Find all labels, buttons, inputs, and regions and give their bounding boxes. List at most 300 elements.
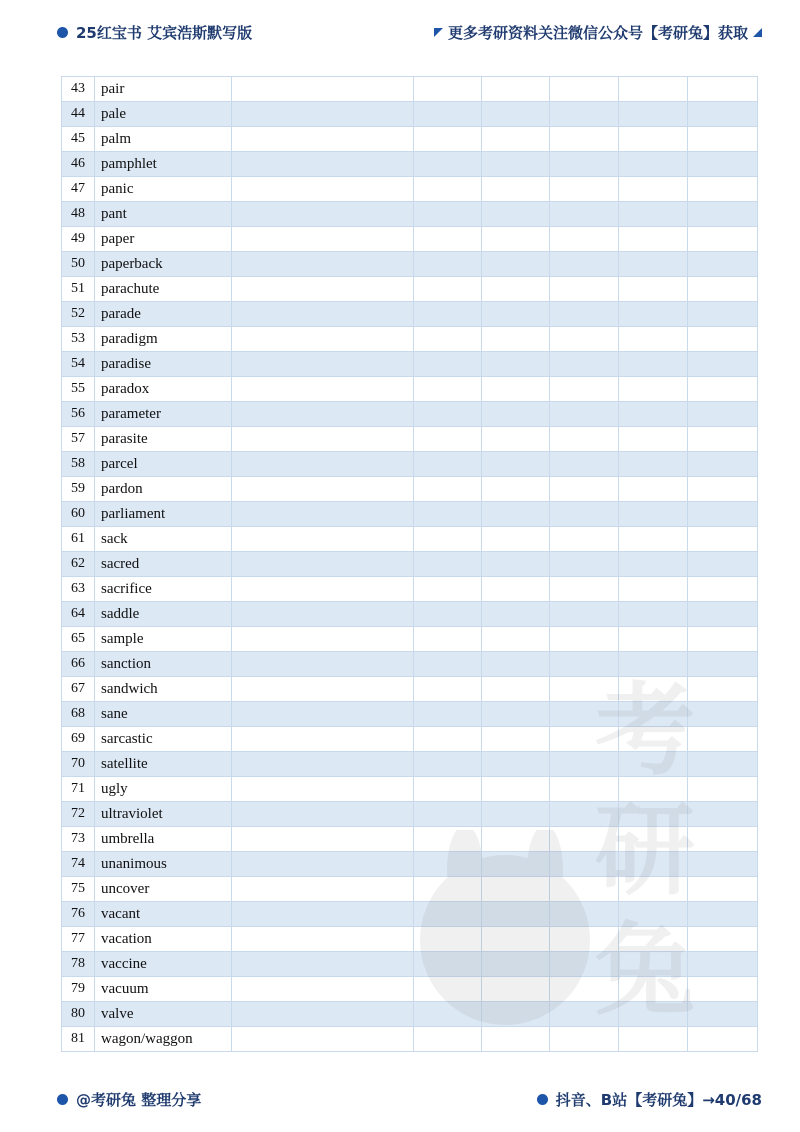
table-row <box>62 527 758 552</box>
blank-answer-cell <box>232 177 414 202</box>
blank-answer-cell <box>619 877 688 902</box>
row-number: 48 <box>62 202 95 227</box>
row-number: 53 <box>62 327 95 352</box>
blank-answer-cell <box>550 127 619 152</box>
row-number: 45 <box>62 127 95 152</box>
blank-answer-cell <box>619 502 688 527</box>
blank-answer-cell <box>482 827 550 852</box>
blank-answer-cell <box>619 752 688 777</box>
vocab-word: vacant <box>95 902 232 927</box>
table-row <box>62 952 758 977</box>
blank-answer-cell <box>550 602 619 627</box>
blank-answer-cell <box>482 802 550 827</box>
table-row <box>62 802 758 827</box>
blank-answer-cell <box>414 277 482 302</box>
blank-answer-cell <box>232 652 414 677</box>
blank-answer-cell <box>232 427 414 452</box>
blank-answer-cell <box>550 452 619 477</box>
blank-answer-cell <box>619 952 688 977</box>
blank-answer-cell <box>482 977 550 1002</box>
table-row <box>62 352 758 377</box>
row-number: 44 <box>62 102 95 127</box>
blank-answer-cell <box>414 1002 482 1027</box>
blank-answer-cell <box>550 227 619 252</box>
row-number: 81 <box>62 1027 95 1052</box>
blank-answer-cell <box>619 852 688 877</box>
blank-answer-cell <box>232 302 414 327</box>
blank-answer-cell <box>414 402 482 427</box>
blank-answer-cell <box>414 727 482 752</box>
blank-answer-cell <box>232 227 414 252</box>
blank-answer-cell <box>550 1027 619 1052</box>
header-right <box>434 22 762 43</box>
blank-answer-cell <box>619 277 688 302</box>
watermark-char: 考 <box>595 671 695 789</box>
table-row <box>62 727 758 752</box>
blank-answer-cell <box>414 452 482 477</box>
blank-answer-cell <box>688 777 758 802</box>
table-row <box>62 377 758 402</box>
blank-answer-cell <box>414 327 482 352</box>
blank-answer-cell <box>232 202 414 227</box>
vocab-word: parachute <box>95 277 232 302</box>
blank-answer-cell <box>688 102 758 127</box>
blank-answer-cell <box>232 352 414 377</box>
blank-answer-cell <box>482 127 550 152</box>
blank-answer-cell <box>482 1002 550 1027</box>
vocab-word: satellite <box>95 752 232 777</box>
row-number: 47 <box>62 177 95 202</box>
blank-answer-cell <box>232 527 414 552</box>
blank-answer-cell <box>550 277 619 302</box>
blank-answer-cell <box>550 402 619 427</box>
blank-answer-cell <box>688 852 758 877</box>
blank-answer-cell <box>688 352 758 377</box>
blank-answer-cell <box>550 877 619 902</box>
blank-answer-cell <box>482 927 550 952</box>
blank-answer-cell <box>688 602 758 627</box>
row-number: 68 <box>62 702 95 727</box>
blank-answer-cell <box>688 77 758 102</box>
blank-answer-cell <box>688 127 758 152</box>
blank-answer-cell <box>232 127 414 152</box>
blank-answer-cell <box>550 777 619 802</box>
blank-answer-cell <box>688 502 758 527</box>
blank-answer-cell <box>482 502 550 527</box>
blank-answer-cell <box>232 977 414 1002</box>
blank-answer-cell <box>482 402 550 427</box>
blank-answer-cell <box>619 402 688 427</box>
bullet-dot-icon <box>57 27 68 38</box>
blank-answer-cell <box>482 152 550 177</box>
blank-answer-cell <box>550 577 619 602</box>
blank-answer-cell <box>232 402 414 427</box>
vocab-word: paradox <box>95 377 232 402</box>
blank-answer-cell <box>414 652 482 677</box>
blank-answer-cell <box>550 677 619 702</box>
row-number: 78 <box>62 952 95 977</box>
vocab-word: paper <box>95 227 232 252</box>
blank-answer-cell <box>414 977 482 1002</box>
blank-answer-cell <box>550 327 619 352</box>
blank-answer-cell <box>414 252 482 277</box>
vocab-word: parasite <box>95 427 232 452</box>
blank-answer-cell <box>688 277 758 302</box>
blank-answer-cell <box>688 952 758 977</box>
blank-answer-cell <box>414 877 482 902</box>
blank-answer-cell <box>414 827 482 852</box>
blank-answer-cell <box>232 627 414 652</box>
blank-answer-cell <box>688 477 758 502</box>
table-row <box>62 502 758 527</box>
blank-answer-cell <box>550 502 619 527</box>
blank-answer-cell <box>232 952 414 977</box>
blank-answer-cell <box>688 227 758 252</box>
blank-answer-cell <box>550 477 619 502</box>
row-number: 72 <box>62 802 95 827</box>
row-number: 66 <box>62 652 95 677</box>
blank-answer-cell <box>232 802 414 827</box>
table-row <box>62 977 758 1002</box>
blank-answer-cell <box>619 127 688 152</box>
row-number: 74 <box>62 852 95 877</box>
blank-answer-cell <box>232 327 414 352</box>
vocab-word: parade <box>95 302 232 327</box>
blank-answer-cell <box>482 552 550 577</box>
blank-answer-cell <box>232 452 414 477</box>
blank-answer-cell <box>414 302 482 327</box>
blank-answer-cell <box>482 902 550 927</box>
blank-answer-cell <box>550 202 619 227</box>
blank-answer-cell <box>414 627 482 652</box>
blank-answer-cell <box>550 652 619 677</box>
table-row <box>62 777 758 802</box>
vocab-word: sacrifice <box>95 577 232 602</box>
blank-answer-cell <box>482 652 550 677</box>
row-number: 43 <box>62 77 95 102</box>
table-row <box>62 102 758 127</box>
table-row <box>62 202 758 227</box>
table-row <box>62 402 758 427</box>
blank-answer-cell <box>232 477 414 502</box>
table-row <box>62 1027 758 1052</box>
vocab-word: sack <box>95 527 232 552</box>
row-number: 70 <box>62 752 95 777</box>
vocab-word: pardon <box>95 477 232 502</box>
row-number: 50 <box>62 252 95 277</box>
blank-answer-cell <box>619 602 688 627</box>
table-row <box>62 277 758 302</box>
blank-answer-cell <box>414 777 482 802</box>
blank-answer-cell <box>482 627 550 652</box>
vocab-word: palm <box>95 127 232 152</box>
blank-answer-cell <box>414 527 482 552</box>
row-number: 64 <box>62 602 95 627</box>
blank-answer-cell <box>232 827 414 852</box>
blank-answer-cell <box>688 877 758 902</box>
blank-answer-cell <box>482 327 550 352</box>
blank-answer-cell <box>414 602 482 627</box>
blank-answer-cell <box>482 77 550 102</box>
blank-answer-cell <box>232 752 414 777</box>
vocab-word: uncover <box>95 877 232 902</box>
row-number: 69 <box>62 727 95 752</box>
vocab-word: valve <box>95 1002 232 1027</box>
blank-answer-cell <box>414 502 482 527</box>
footer-right <box>537 1089 762 1110</box>
blank-answer-cell <box>688 202 758 227</box>
blank-answer-cell <box>550 902 619 927</box>
table-row <box>62 602 758 627</box>
blank-answer-cell <box>550 302 619 327</box>
blank-answer-cell <box>550 77 619 102</box>
vocab-table-body <box>62 77 758 1052</box>
blank-answer-cell <box>619 702 688 727</box>
blank-answer-cell <box>619 77 688 102</box>
blank-answer-cell <box>688 702 758 727</box>
blank-answer-cell <box>550 252 619 277</box>
blank-answer-cell <box>550 852 619 877</box>
blank-answer-cell <box>619 1027 688 1052</box>
table-row <box>62 627 758 652</box>
blank-answer-cell <box>550 702 619 727</box>
table-row <box>62 577 758 602</box>
row-number: 62 <box>62 552 95 577</box>
vocab-word: pale <box>95 102 232 127</box>
row-number: 61 <box>62 527 95 552</box>
vocab-word: wagon/waggon <box>95 1027 232 1052</box>
vocab-word: sane <box>95 702 232 727</box>
blank-answer-cell <box>550 627 619 652</box>
table-row <box>62 127 758 152</box>
table-row <box>62 827 758 852</box>
blank-answer-cell <box>232 727 414 752</box>
vocab-word: saddle <box>95 602 232 627</box>
blank-answer-cell <box>482 352 550 377</box>
blank-answer-cell <box>688 727 758 752</box>
row-number: 80 <box>62 1002 95 1027</box>
blank-answer-cell <box>482 852 550 877</box>
blank-answer-cell <box>688 177 758 202</box>
vocab-word: ugly <box>95 777 232 802</box>
row-number: 59 <box>62 477 95 502</box>
vocab-word: umbrella <box>95 827 232 852</box>
blank-answer-cell <box>232 502 414 527</box>
table-row <box>62 327 758 352</box>
table-row <box>62 152 758 177</box>
blank-answer-cell <box>619 477 688 502</box>
blank-answer-cell <box>482 702 550 727</box>
row-number: 76 <box>62 902 95 927</box>
vocab-word: sanction <box>95 652 232 677</box>
blank-answer-cell <box>414 927 482 952</box>
blank-answer-cell <box>482 177 550 202</box>
row-number: 57 <box>62 427 95 452</box>
blank-answer-cell <box>414 477 482 502</box>
blank-answer-cell <box>619 427 688 452</box>
blank-answer-cell <box>619 1002 688 1027</box>
blank-answer-cell <box>414 702 482 727</box>
row-number: 55 <box>62 377 95 402</box>
row-number: 73 <box>62 827 95 852</box>
blank-answer-cell <box>688 977 758 1002</box>
blank-answer-cell <box>232 702 414 727</box>
header-left <box>57 22 252 43</box>
row-number: 46 <box>62 152 95 177</box>
table-row <box>62 652 758 677</box>
blank-answer-cell <box>619 677 688 702</box>
blank-answer-cell <box>688 427 758 452</box>
vocab-word: ultraviolet <box>95 802 232 827</box>
blank-answer-cell <box>482 777 550 802</box>
blank-answer-cell <box>688 552 758 577</box>
blank-answer-cell <box>232 277 414 302</box>
table-row <box>62 177 758 202</box>
vocab-table <box>61 76 758 1052</box>
row-number: 77 <box>62 927 95 952</box>
blank-answer-cell <box>550 927 619 952</box>
blank-answer-cell <box>232 877 414 902</box>
blank-answer-cell <box>232 602 414 627</box>
blank-answer-cell <box>688 577 758 602</box>
blank-answer-cell <box>482 677 550 702</box>
blank-answer-cell <box>688 652 758 677</box>
share-credit: @考研兔 整理分享 <box>76 1091 202 1109</box>
row-number: 58 <box>62 452 95 477</box>
blank-answer-cell <box>482 952 550 977</box>
blank-answer-cell <box>414 227 482 252</box>
blank-answer-cell <box>482 277 550 302</box>
table-row <box>62 877 758 902</box>
vocab-word: pamphlet <box>95 152 232 177</box>
blank-answer-cell <box>482 102 550 127</box>
blank-answer-cell <box>688 627 758 652</box>
blank-answer-cell <box>550 1002 619 1027</box>
blank-answer-cell <box>414 377 482 402</box>
vocab-word: pant <box>95 202 232 227</box>
vocab-word: parcel <box>95 452 232 477</box>
vocab-word: paradigm <box>95 327 232 352</box>
blank-answer-cell <box>482 227 550 252</box>
blank-answer-cell <box>619 777 688 802</box>
table-row <box>62 852 758 877</box>
vocab-word: unanimous <box>95 852 232 877</box>
table-row <box>62 1002 758 1027</box>
blank-answer-cell <box>688 377 758 402</box>
row-number: 54 <box>62 352 95 377</box>
blank-answer-cell <box>619 152 688 177</box>
blank-answer-cell <box>482 877 550 902</box>
triangle-right-icon <box>753 28 762 37</box>
table-row <box>62 752 758 777</box>
blank-answer-cell <box>688 252 758 277</box>
blank-answer-cell <box>414 552 482 577</box>
row-number: 71 <box>62 777 95 802</box>
row-number: 60 <box>62 502 95 527</box>
blank-answer-cell <box>688 1027 758 1052</box>
blank-answer-cell <box>619 627 688 652</box>
blank-answer-cell <box>414 852 482 877</box>
blank-answer-cell <box>232 152 414 177</box>
table-row <box>62 302 758 327</box>
blank-answer-cell <box>482 577 550 602</box>
blank-answer-cell <box>482 452 550 477</box>
row-number: 79 <box>62 977 95 1002</box>
blank-answer-cell <box>550 802 619 827</box>
blank-answer-cell <box>619 527 688 552</box>
blank-answer-cell <box>550 977 619 1002</box>
blank-answer-cell <box>414 577 482 602</box>
blank-answer-cell <box>232 777 414 802</box>
blank-answer-cell <box>619 977 688 1002</box>
blank-answer-cell <box>619 227 688 252</box>
blank-answer-cell <box>688 302 758 327</box>
blank-answer-cell <box>688 927 758 952</box>
blank-answer-cell <box>482 602 550 627</box>
blank-answer-cell <box>414 202 482 227</box>
row-number: 75 <box>62 877 95 902</box>
blank-answer-cell <box>619 377 688 402</box>
blank-answer-cell <box>688 902 758 927</box>
blank-answer-cell <box>232 1002 414 1027</box>
table-row <box>62 427 758 452</box>
row-number: 51 <box>62 277 95 302</box>
row-number: 65 <box>62 627 95 652</box>
blank-answer-cell <box>414 952 482 977</box>
blank-answer-cell <box>688 752 758 777</box>
blank-answer-cell <box>688 327 758 352</box>
blank-answer-cell <box>688 527 758 552</box>
watermark-char: 研 <box>595 791 695 909</box>
blank-answer-cell <box>619 352 688 377</box>
blank-answer-cell <box>414 152 482 177</box>
blank-answer-cell <box>550 727 619 752</box>
blank-answer-cell <box>482 202 550 227</box>
blank-answer-cell <box>482 1027 550 1052</box>
triangle-left-icon <box>434 28 443 37</box>
vocab-word: vacation <box>95 927 232 952</box>
blank-answer-cell <box>619 302 688 327</box>
vocab-word: vacuum <box>95 977 232 1002</box>
vocab-word: sandwich <box>95 677 232 702</box>
blank-answer-cell <box>482 752 550 777</box>
blank-answer-cell <box>232 577 414 602</box>
blank-answer-cell <box>232 1027 414 1052</box>
blank-answer-cell <box>550 102 619 127</box>
blank-answer-cell <box>688 452 758 477</box>
blank-answer-cell <box>688 677 758 702</box>
blank-answer-cell <box>550 552 619 577</box>
row-number: 52 <box>62 302 95 327</box>
blank-answer-cell <box>550 377 619 402</box>
table-row <box>62 477 758 502</box>
blank-answer-cell <box>619 202 688 227</box>
blank-answer-cell <box>688 827 758 852</box>
page-indicator: 抖音、B站【考研兔】→40/68 <box>555 1091 762 1109</box>
vocab-word: parliament <box>95 502 232 527</box>
blank-answer-cell <box>619 577 688 602</box>
table-row <box>62 702 758 727</box>
blank-answer-cell <box>414 127 482 152</box>
blank-answer-cell <box>619 102 688 127</box>
blank-answer-cell <box>482 302 550 327</box>
blank-answer-cell <box>688 1002 758 1027</box>
blank-answer-cell <box>550 952 619 977</box>
vocab-word: sample <box>95 627 232 652</box>
blank-answer-cell <box>619 902 688 927</box>
table-row <box>62 677 758 702</box>
blank-answer-cell <box>482 377 550 402</box>
